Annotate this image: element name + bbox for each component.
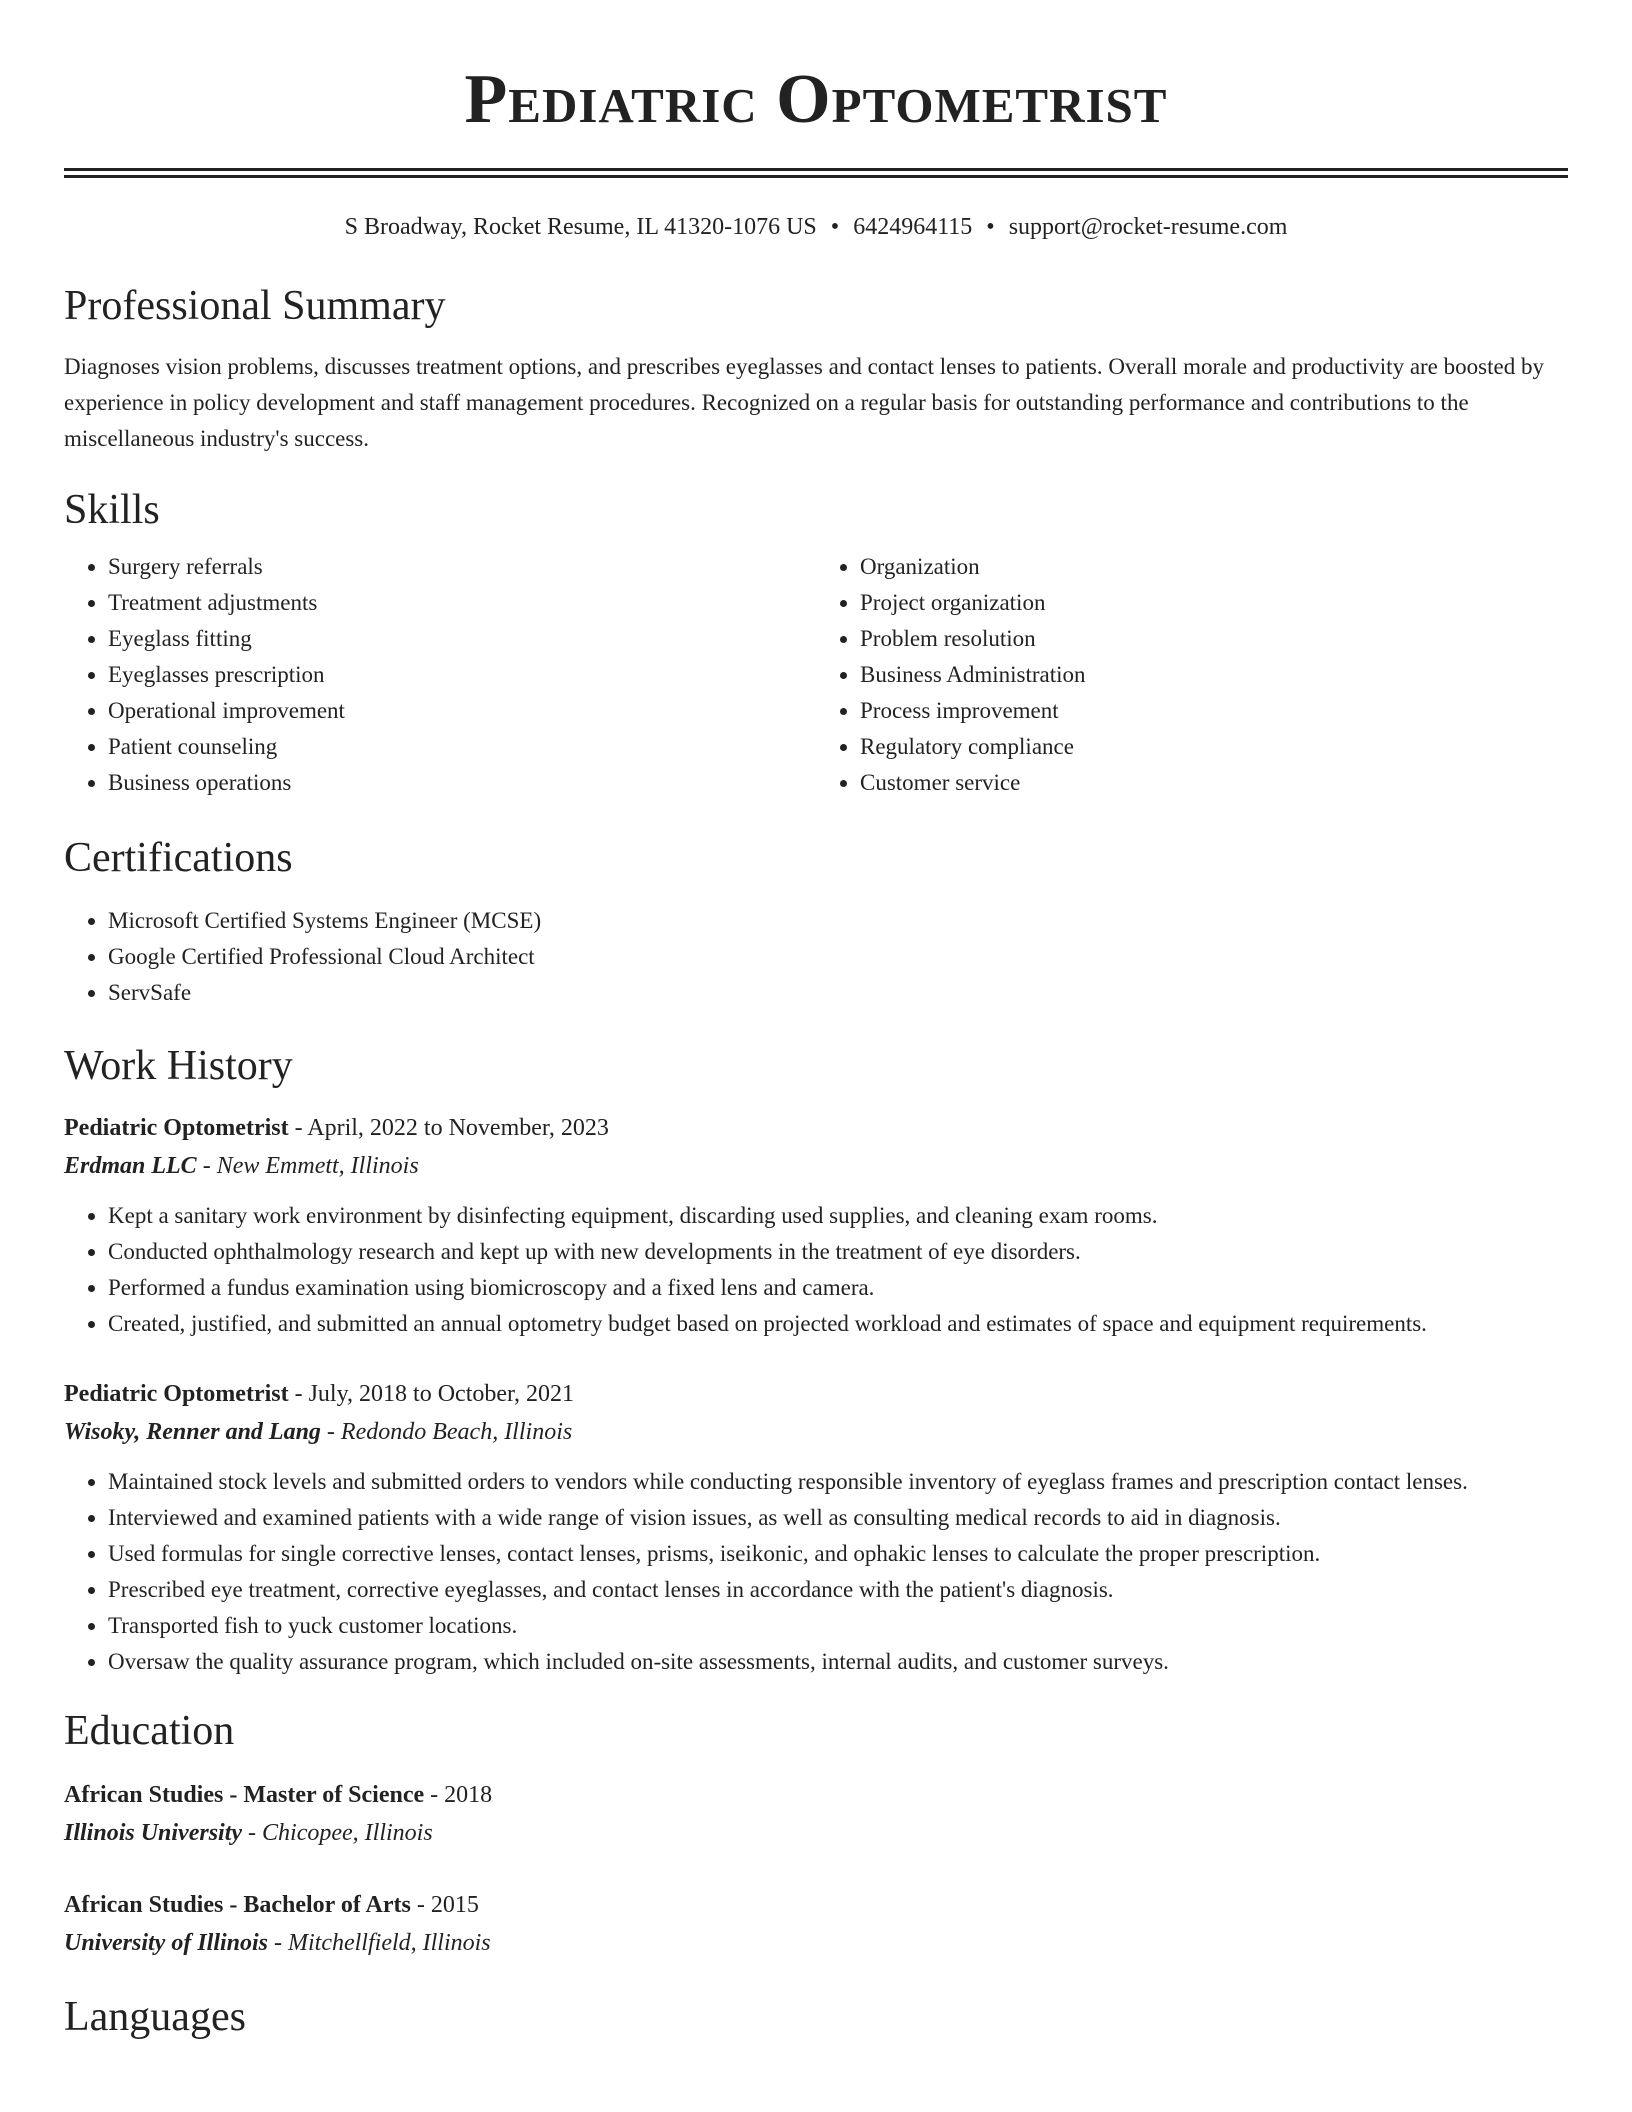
skill-item: • Business operations bbox=[108, 765, 816, 801]
resume-page bbox=[64, 0, 1568, 2042]
job-bullet: • Oversaw the quality assurance program, which included on-site assessments, internal audits, and customer surveys. bbox=[108, 1644, 1568, 1680]
skill-item: • Eyeglass fitting bbox=[108, 621, 816, 657]
resume-name: Pediatric Optometrist bbox=[464, 61, 1168, 138]
summary-heading: Professional Summary bbox=[64, 283, 446, 329]
education-school: Illinois University bbox=[64, 1820, 243, 1846]
skills-columns bbox=[64, 549, 1568, 801]
skills-list-left bbox=[64, 549, 816, 801]
skill-item: • Treatment adjustments bbox=[108, 585, 816, 621]
certifications-list bbox=[64, 903, 1568, 1011]
job-bullet: • Maintained stock levels and submitted orders to vendors while conducting responsible inventory of eyeglass frames and prescription contact lenses. bbox=[108, 1464, 1568, 1500]
contact-email: support@rocket-resume.com bbox=[1008, 214, 1288, 240]
job-bullet: • Interviewed and examined patients with a wide range of vision issues, as well as consulting medical records to aid in diagnosis. bbox=[108, 1500, 1568, 1536]
job-bullet: • Kept a sanitary work environment by disinfecting equipment, discarding used supplies, and cleaning exam rooms. bbox=[108, 1198, 1568, 1234]
certification-item: • Google Certified Professional Cloud Architect bbox=[108, 939, 1568, 975]
job-header bbox=[64, 1109, 1568, 1147]
education-heading: Education bbox=[64, 1708, 235, 1754]
education-location: - Mitchellfield, Illinois bbox=[268, 1930, 491, 1956]
education-year: - 2015 bbox=[410, 1892, 479, 1918]
skill-item: • Regulatory compliance bbox=[860, 729, 1568, 765]
job-company: Erdman LLC bbox=[64, 1153, 197, 1179]
skills-heading: Skills bbox=[64, 487, 160, 533]
certification-item: • Microsoft Certified Systems Engineer (MCSE) bbox=[108, 903, 1568, 939]
contact-separator: • bbox=[986, 214, 995, 240]
contact-phone: 6424964115 bbox=[853, 214, 973, 240]
education-header bbox=[64, 1776, 1568, 1814]
contact-line bbox=[64, 212, 1568, 242]
skills-list-right bbox=[816, 549, 1568, 801]
certification-item: • ServSafe bbox=[108, 975, 1568, 1011]
education-school-line bbox=[64, 1814, 1568, 1852]
work-history-heading: Work History bbox=[64, 1043, 293, 1089]
education-degree: African Studies - Master of Science bbox=[64, 1782, 425, 1808]
summary-text: Diagnoses vision problems, discusses treatment options, and prescribes eyeglasses and contact lenses to patients. Overall morale and productivity are boosted by experience in policy development and staff management procedures. Recognized on a regular basis for outstanding performance and contributions to the miscellaneous industry's success. bbox=[64, 354, 1544, 451]
education-header bbox=[64, 1886, 1568, 1924]
skill-item: • Process improvement bbox=[860, 693, 1568, 729]
skill-item: • Customer service bbox=[860, 765, 1568, 801]
job-bullet: • Used formulas for single corrective lenses, contact lenses, prisms, iseikonic, and ophakic lenses to calculate the proper prescription. bbox=[108, 1536, 1568, 1572]
job-bullet: • Performed a fundus examination using biomicroscopy and a fixed lens and camera. bbox=[108, 1270, 1568, 1306]
skill-item: • Eyeglasses prescription bbox=[108, 657, 816, 693]
job-company: Wisoky, Renner and Lang bbox=[64, 1419, 321, 1445]
education-location: - Chicopee, Illinois bbox=[242, 1820, 433, 1846]
skill-item: • Business Administration bbox=[860, 657, 1568, 693]
skill-item: • Surgery referrals bbox=[108, 549, 816, 585]
job-location: - Redondo Beach, Illinois bbox=[320, 1419, 573, 1445]
skill-item: • Project organization bbox=[860, 585, 1568, 621]
job-bullet: • Created, justified, and submitted an annual optometry budget based on projected workload and estimates of space and equipment requirements. bbox=[108, 1306, 1568, 1342]
job-dates: - April, 2022 to November, 2023 bbox=[288, 1115, 609, 1141]
job-company-line bbox=[64, 1413, 1568, 1451]
education-school-line bbox=[64, 1924, 1568, 1962]
education-year: - 2018 bbox=[424, 1782, 493, 1808]
job-bullets bbox=[64, 1198, 1568, 1342]
header-divider bbox=[64, 168, 1568, 178]
job-header bbox=[64, 1375, 1568, 1413]
education-degree: African Studies - Bachelor of Arts bbox=[64, 1892, 411, 1918]
languages-heading: Languages bbox=[64, 1994, 246, 2040]
job-role: Pediatric Optometrist bbox=[64, 1381, 289, 1407]
job-bullet: • Conducted ophthalmology research and kept up with new developments in the treatment of eye disorders. bbox=[108, 1234, 1568, 1270]
skill-item: • Organization bbox=[860, 549, 1568, 585]
job-bullet: • Prescribed eye treatment, corrective eyeglasses, and contact lenses in accordance with the patient's diagnosis. bbox=[108, 1572, 1568, 1608]
skill-item: • Problem resolution bbox=[860, 621, 1568, 657]
certifications-heading: Certifications bbox=[64, 835, 293, 881]
job-company-line bbox=[64, 1147, 1568, 1185]
job-bullet: • Transported fish to yuck customer locations. bbox=[108, 1608, 1568, 1644]
skill-item: • Patient counseling bbox=[108, 729, 816, 765]
skill-item: • Operational improvement bbox=[108, 693, 816, 729]
job-bullets bbox=[64, 1464, 1568, 1680]
education-school: University of Illinois bbox=[64, 1930, 269, 1956]
contact-address: S Broadway, Rocket Resume, IL 41320-1076 US bbox=[344, 214, 817, 240]
job-dates: - July, 2018 to October, 2021 bbox=[288, 1381, 575, 1407]
contact-separator: • bbox=[830, 214, 840, 240]
job-role: Pediatric Optometrist bbox=[64, 1115, 289, 1141]
job-location: - New Emmett, Illinois bbox=[196, 1153, 419, 1179]
